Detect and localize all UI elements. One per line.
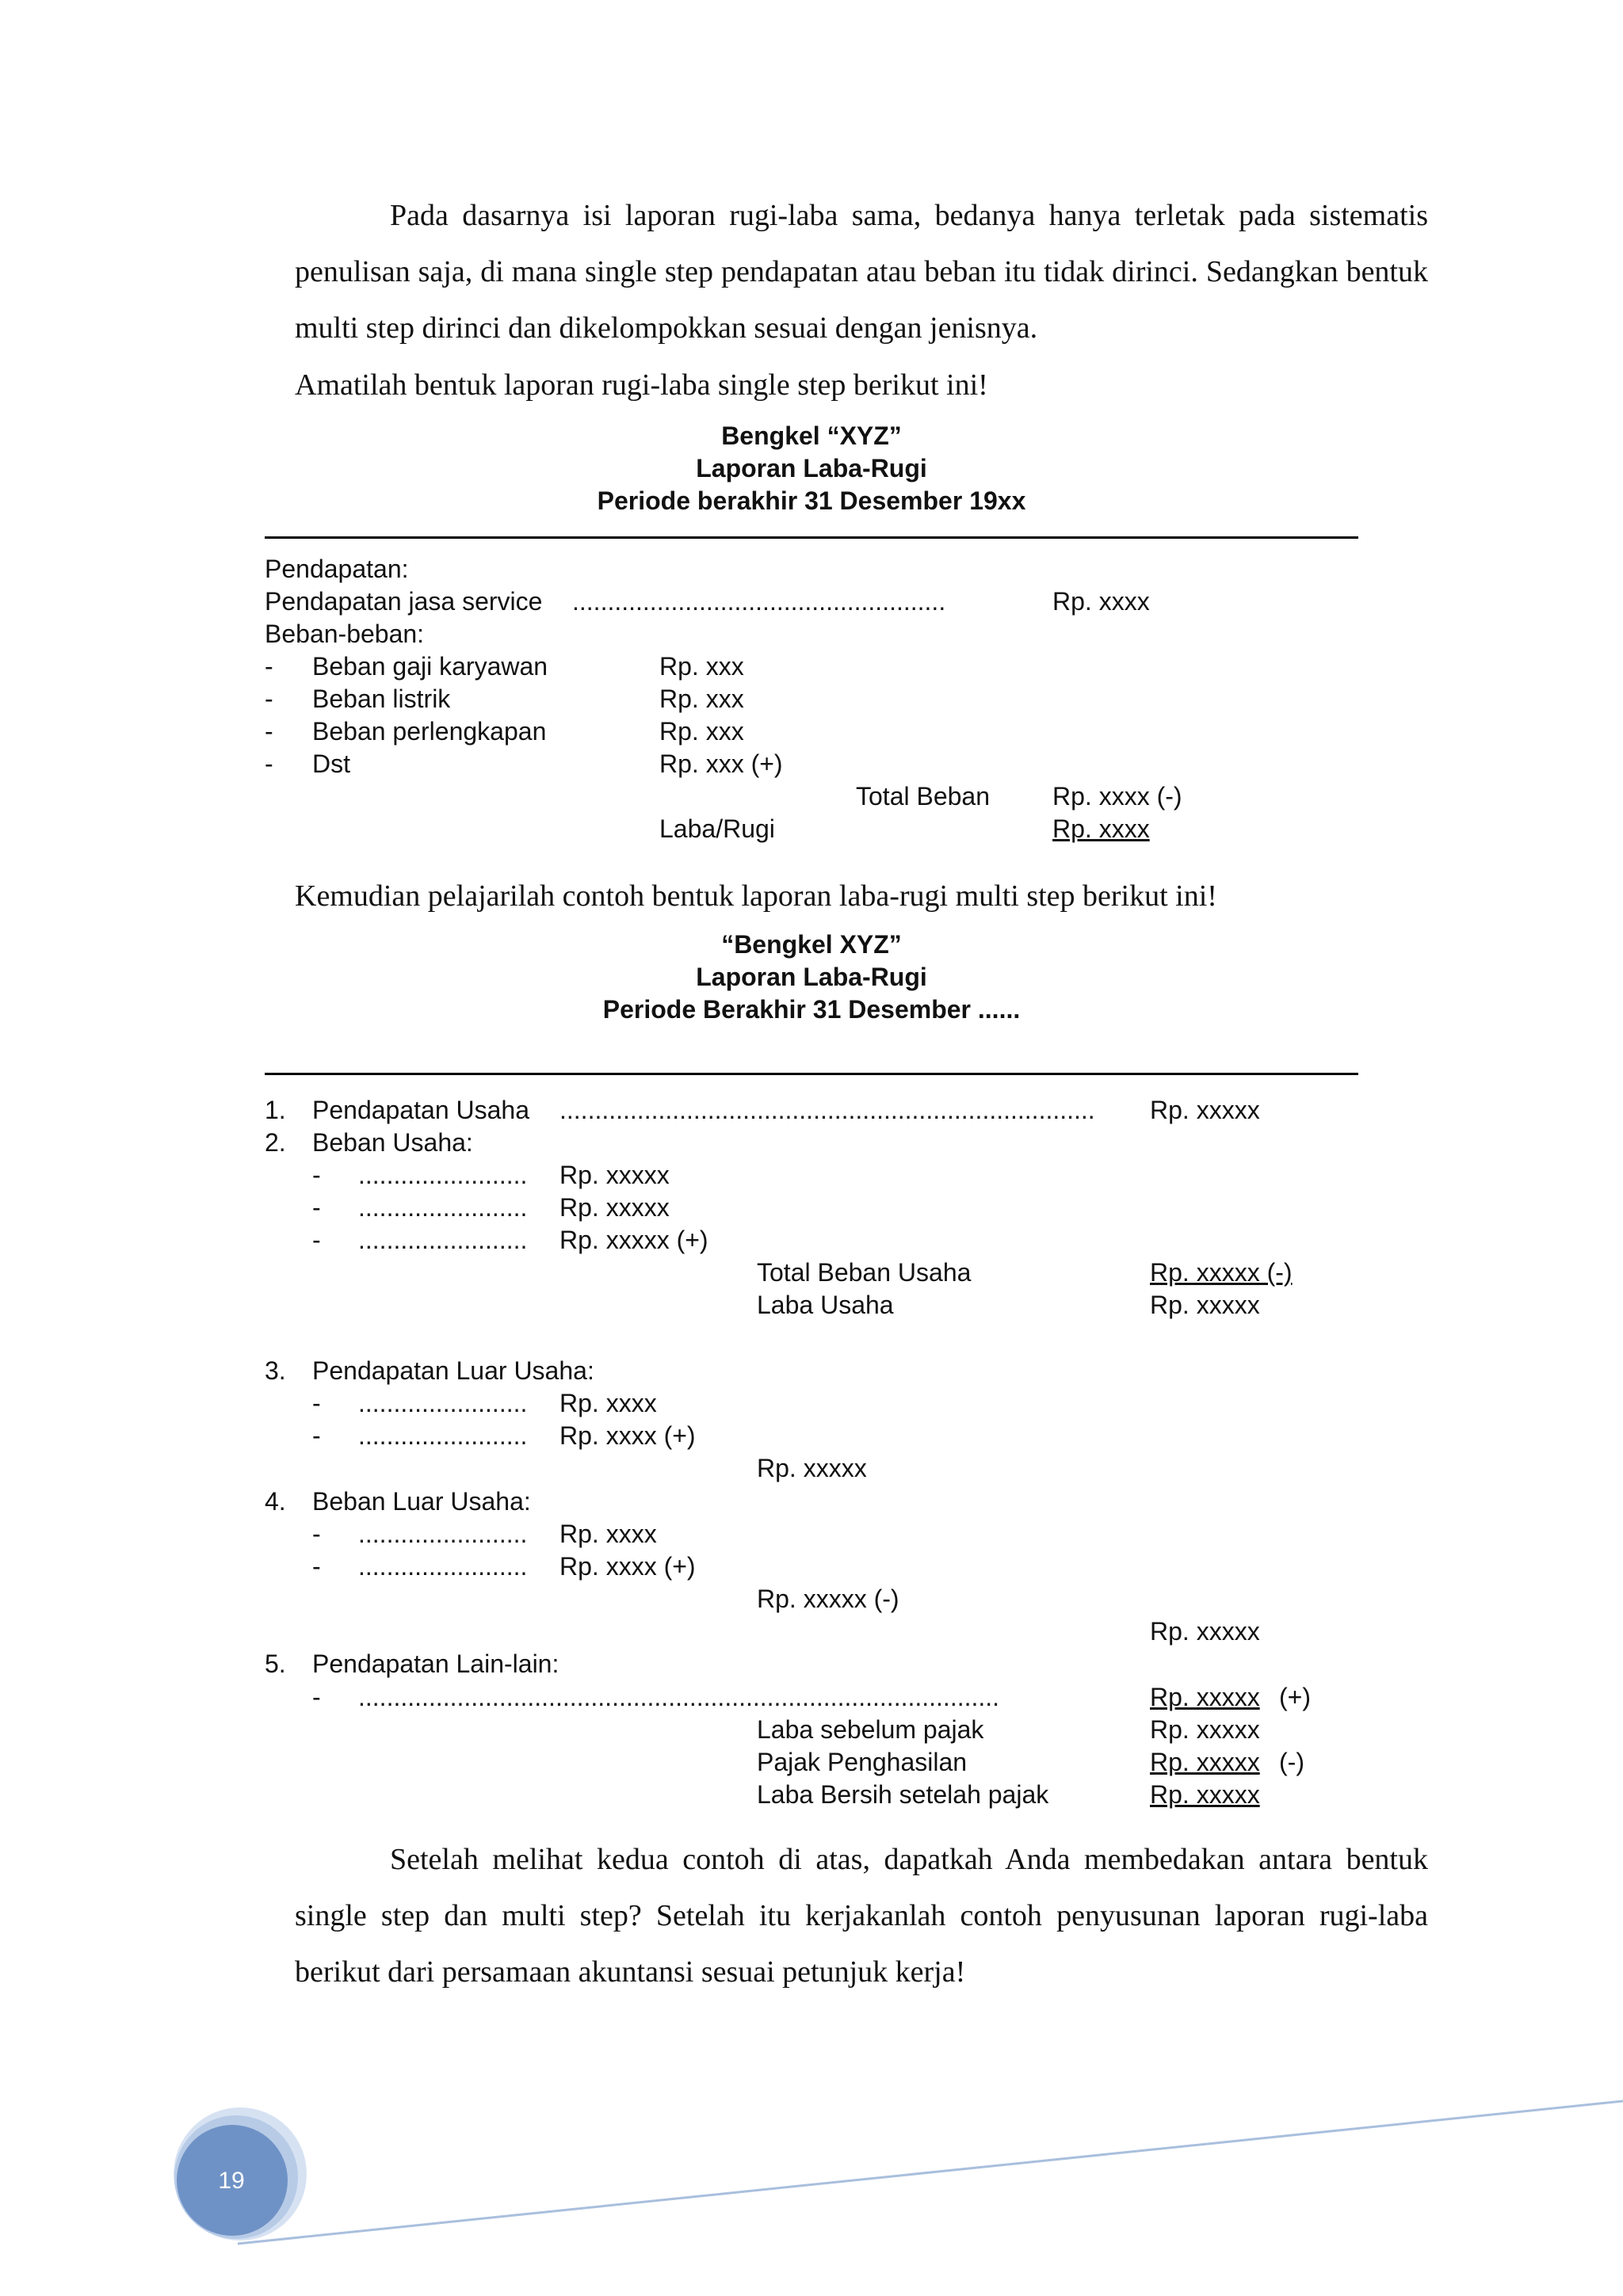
row-amount: Rp. xxxxx [559,1193,670,1222]
row-amount: Rp. xxx (+) [659,749,783,778]
result-amount: Rp. xxxxx [1150,1780,1260,1809]
row-label: Beban perlengkapan [312,717,547,746]
row-amount: Rp. xxxx [559,1520,657,1548]
row-amount: Rp. xxxx [559,1389,657,1417]
row-amount: Rp. xxxxx [1150,1748,1260,1776]
subtotal-amount: Rp. xxxxx (-) [757,1585,899,1613]
leader-dots: ........................ [358,1421,528,1450]
row-label: Pendapatan Usaha [312,1096,529,1124]
row-amount: Rp. xxxxx [1150,1096,1260,1124]
row-amount: Rp. xxx [659,717,744,746]
bullet-dash: - [312,1193,321,1222]
row-amount: Rp. xxx [659,652,744,681]
section-label: Beban Luar Usaha: [312,1487,531,1516]
row-amount: Rp. xxxx (+) [559,1421,696,1450]
sign-label: (-) [1279,1748,1304,1776]
result-label: Laba/Rugi [659,814,775,843]
result-amount: Rp. xxxxx [1150,1291,1260,1319]
result-label: Laba sebelum pajak [757,1715,984,1744]
row-amount: Rp. xxxxx [1150,1683,1260,1711]
section-label: Pendapatan Lain-lain: [312,1650,559,1678]
closing-paragraph: Setelah melihat kedua contoh di atas, dapatkah Anda membedakan antara bentuk single step dan multi step? Setelah itu kerjakanlah contoh penyusunan laporan rugi-laba berikut dari persamaan akuntansi sesuai petunjuk kerja! [295,1843,1428,1989]
item-number: 3. [265,1356,286,1385]
report-subtitle: Laporan Laba-Rugi [696,454,927,482]
bullet-dash: - [312,1421,321,1450]
total-amount: Rp. xxxx (-) [1052,782,1182,810]
section-label: Beban Usaha: [312,1128,473,1157]
bullet-dash: - [312,1226,321,1254]
row-label: Dst [312,749,350,778]
subtotal-amount: Rp. xxxxx [1150,1617,1260,1646]
item-number: 5. [265,1650,286,1678]
leader-dots: ........................ [358,1226,528,1254]
report-period: Periode berakhir 31 Desember 19xx [597,486,1026,515]
intro-instruction: Amatilah bentuk laporan rugi-laba single step berikut ini! [295,368,988,402]
section-label: Beban-beban: [265,620,425,648]
leader-dots: ........................ [358,1520,528,1548]
bullet-dash: - [312,1161,321,1189]
report-period: Periode Berakhir 31 Desember ...... [602,995,1021,1024]
result-label: Laba Usaha [757,1291,894,1319]
row-label: Beban gaji karyawan [312,652,548,681]
row-amount: Rp. xxxxx [559,1161,670,1189]
leader-dots: ........................ [358,1389,528,1417]
result-amount: Rp. xxxxx [1150,1715,1260,1744]
row-amount: Rp. xxxx (+) [559,1552,696,1581]
result-label: Laba Bersih setelah pajak [757,1780,1049,1809]
bullet-dash: - [312,1389,321,1417]
row-amount: Rp. xxx [659,685,744,713]
footer-line [238,2101,1623,2244]
leader-dots: ..................................................... [572,587,946,616]
transition-paragraph: Kemudian pelajarilah contoh bentuk laporan laba-rugi multi step berikut ini! [295,879,1217,913]
bullet-dash: - [265,685,273,713]
bullet-dash: - [265,652,273,681]
item-number: 1. [265,1096,286,1124]
item-number: 4. [265,1487,286,1516]
bullet-dash: - [312,1683,321,1711]
bullet-dash: - [312,1552,321,1581]
row-label: Pendapatan jasa service [265,587,543,616]
leader-dots: ........................ [358,1161,528,1189]
intro-paragraph: Pada dasarnya isi laporan rugi-laba sama, bedanya hanya terletak pada sistematis penulisan saja, di mana single step pendapatan atau beban itu tidak dirinci. Sedangkan bentuk multi step dirinci dan dikelompokkan sesuai dengan jenisnya. [295,199,1428,345]
row-amount: Rp. xxxxx (+) [559,1226,708,1254]
leader-dots: ............................................................................ [559,1096,1095,1124]
leader-dots: ........................................................................................... [358,1683,1000,1711]
total-amount: Rp. xxxxx (-) [1150,1258,1293,1287]
sign-label: (+) [1279,1683,1311,1711]
report-title: Bengkel “XYZ” [721,421,902,450]
leader-dots: ........................ [358,1552,528,1581]
report-title: “Bengkel XYZ” [721,930,902,959]
total-label: Total Beban [856,782,991,810]
bullet-dash: - [265,717,273,746]
section-label: Pendapatan Luar Usaha: [312,1356,594,1385]
row-label: Pajak Penghasilan [757,1748,968,1776]
section-label: Pendapatan: [265,555,409,583]
item-number: 2. [265,1128,286,1157]
row-amount: Rp. xxxx [1052,587,1150,616]
row-label: Beban listrik [312,685,451,713]
report-subtitle: Laporan Laba-Rugi [696,963,927,991]
page-number-badge [169,2107,307,2245]
leader-dots: ........................ [358,1193,528,1222]
bullet-dash: - [312,1520,321,1548]
subtotal-amount: Rp. xxxxx [757,1454,867,1482]
total-label: Total Beban Usaha [757,1258,972,1287]
result-amount: Rp. xxxx [1052,814,1150,843]
page-number: 19 [218,2168,245,2194]
bullet-dash: - [265,749,273,778]
